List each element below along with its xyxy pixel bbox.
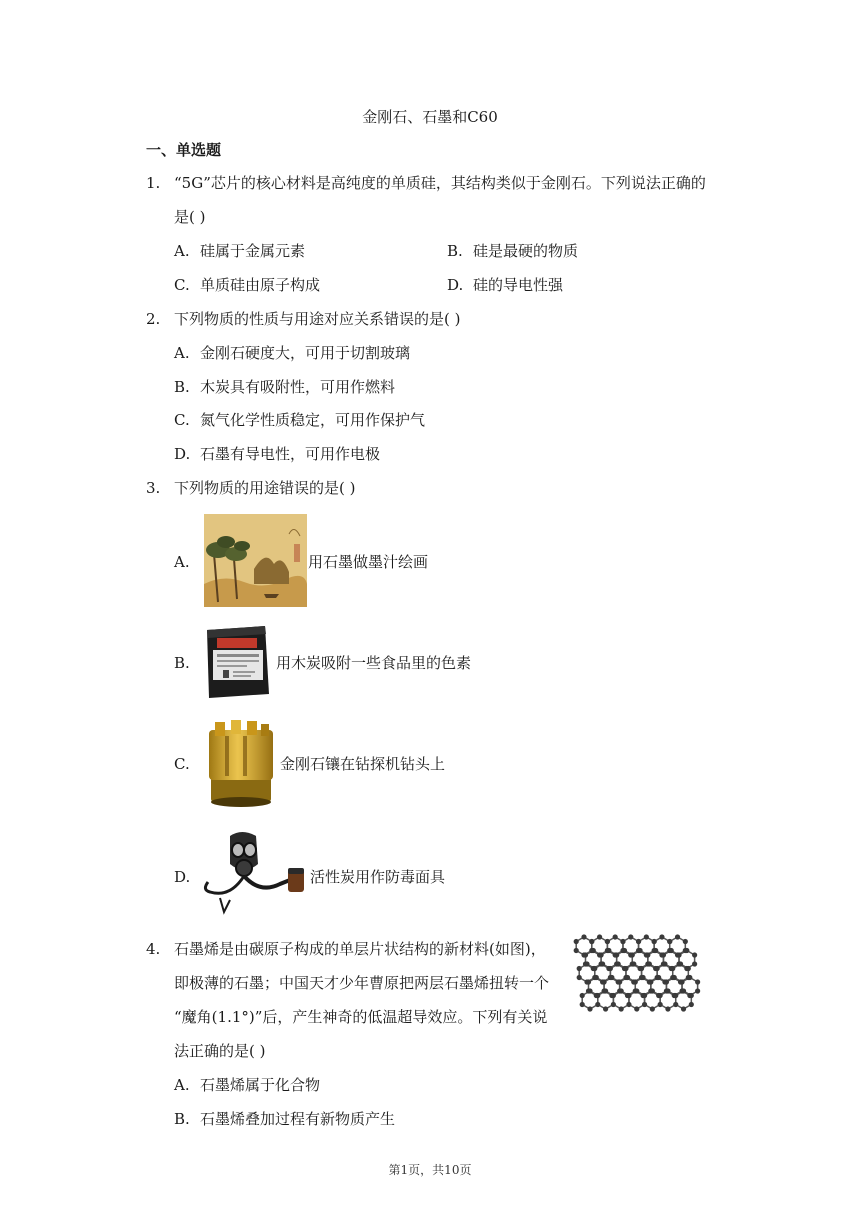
question-stem: 是( ) xyxy=(174,208,206,226)
option-label: A. xyxy=(174,344,190,362)
option-label: A. xyxy=(174,553,190,571)
gas-mask-image xyxy=(200,828,308,918)
option-text: 单质硅由原子构成 xyxy=(200,276,321,294)
option-text: 金刚石镶在钻探机钻头上 xyxy=(280,755,446,773)
option-text: 木炭具有吸附性，可用作燃料 xyxy=(200,378,396,396)
question-stem: 法正确的是( ) xyxy=(174,1042,266,1060)
charcoal-bag-image xyxy=(203,624,272,700)
question-stem: 即极薄的石墨；中国天才少年曹原把两层石墨烯扭转一个 xyxy=(174,974,550,992)
option-text: 石墨烯叠加过程有新物质产生 xyxy=(200,1110,396,1128)
option-text: 硅属于金属元素 xyxy=(200,242,306,260)
option-text: 活性炭用作防毒面具 xyxy=(310,868,446,886)
option-label: C. xyxy=(174,411,190,429)
question-number: 4. xyxy=(146,940,161,958)
question-number: 2. xyxy=(146,310,161,328)
option-label: D. xyxy=(174,868,191,886)
option-text: 用石墨做墨汁绘画 xyxy=(308,553,429,571)
option-text: 硅是最硬的物质 xyxy=(473,242,579,260)
option-text: 石墨有导电性，可用作电极 xyxy=(200,445,381,463)
option-text: 用木炭吸附一些食品里的色素 xyxy=(276,654,472,672)
question-number: 3. xyxy=(146,479,161,497)
landscape-painting-image xyxy=(204,514,307,607)
option-label: A. xyxy=(174,242,190,260)
option-label: A. xyxy=(174,1076,190,1094)
option-label: B. xyxy=(174,1110,190,1128)
option-text: 石墨烯属于化合物 xyxy=(200,1076,321,1094)
option-label: D. xyxy=(447,276,464,294)
section-heading: 一、单选题 xyxy=(146,141,222,159)
option-text: 金刚石硬度大，可用于切割玻璃 xyxy=(200,344,411,362)
question-stem: 石墨烯是由碳原子构成的单层片状结构的新材料(如图)， xyxy=(174,940,546,958)
document-title: 金刚石、石墨和C60 xyxy=(362,108,498,126)
option-label: C. xyxy=(174,276,190,294)
question-stem: “魔角(1.1°)”后，产生神奇的低温超导效应。下列有关说 xyxy=(174,1008,548,1026)
drill-bit-image xyxy=(203,718,278,808)
page-footer: 第1页，共10页 xyxy=(388,1163,472,1177)
question-stem: “5G”芯片的核心材料是高纯度的单质硅，其结构类似于金刚石。下列说法正确的 xyxy=(174,174,706,192)
option-label: B. xyxy=(447,242,463,260)
option-label: D. xyxy=(174,445,191,463)
option-text: 硅的导电性强 xyxy=(473,276,564,294)
option-label: B. xyxy=(174,378,190,396)
graphene-lattice-image xyxy=(572,934,712,1030)
option-text: 氮气化学性质稳定，可用作保护气 xyxy=(200,411,426,429)
question-number: 1. xyxy=(146,174,161,192)
option-label: C. xyxy=(174,755,190,773)
question-stem: 下列物质的用途错误的是( ) xyxy=(174,479,356,497)
question-stem: 下列物质的性质与用途对应关系错误的是( ) xyxy=(174,310,461,328)
option-label: B. xyxy=(174,654,190,672)
